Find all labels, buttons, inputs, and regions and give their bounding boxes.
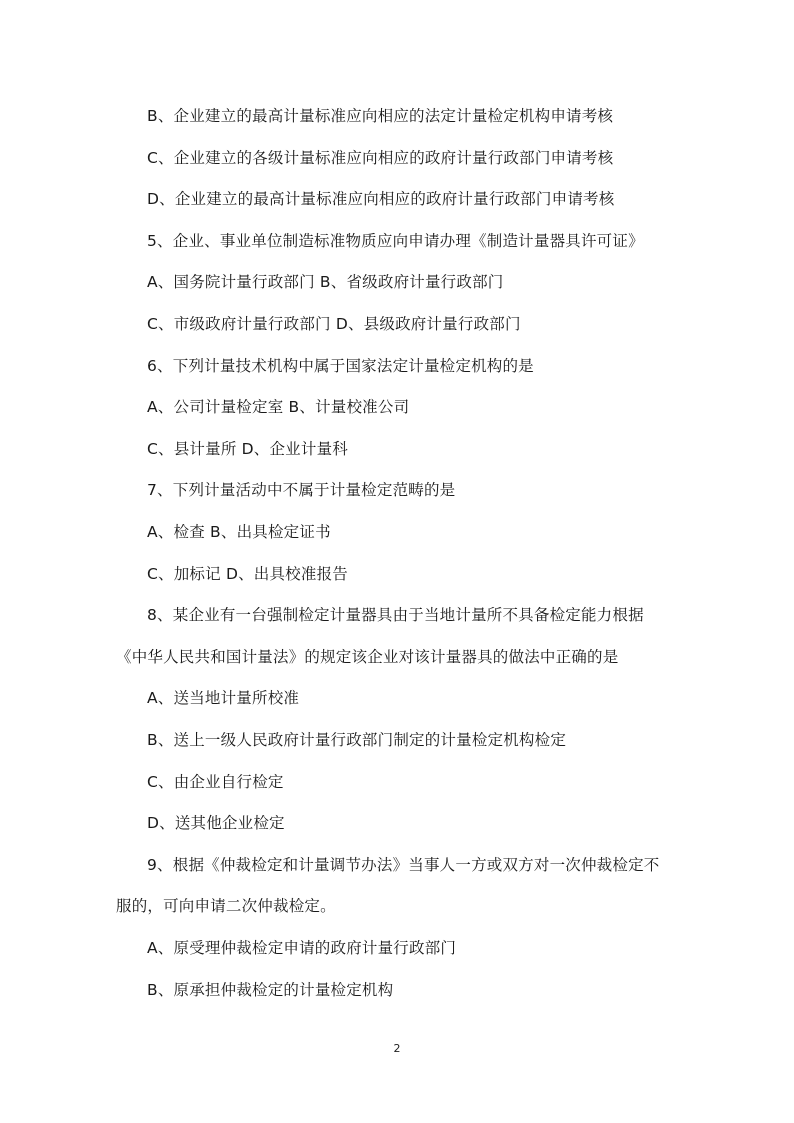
- option-line: C、加标记 D、出具校准报告: [147, 565, 348, 583]
- option-line: D、企业建立的最高计量标准应向相应的政府计量行政部门申请考核: [147, 190, 615, 208]
- option-line: C、市级政府计量行政部门 D、县级政府计量行政部门: [147, 315, 521, 333]
- question-line: 7、下列计量活动中不属于计量检定范畴的是: [147, 481, 456, 499]
- question-line-continued: 《中华人民共和国计量法》的规定该企业对该计量器具的做法中正确的是: [116, 648, 619, 666]
- question-line-continued: 服的，可向申请二次仲裁检定。: [116, 897, 336, 915]
- option-line: B、企业建立的最高计量标准应向相应的法定计量检定机构申请考核: [147, 107, 614, 125]
- question-line: 5、企业、事业单位制造标准物质应向申请办理《制造计量器具许可证》: [147, 232, 644, 250]
- option-line: C、企业建立的各级计量标准应向相应的政府计量行政部门申请考核: [147, 149, 614, 167]
- question-line: 6、下列计量技术机构中属于国家法定计量检定机构的是: [147, 357, 534, 375]
- option-line: B、原承担仲裁检定的计量检定机构: [147, 981, 394, 999]
- question-line: 9、根据《仲裁检定和计量调节办法》当事人一方或双方对一次仲裁检定不: [147, 856, 660, 874]
- option-line: B、送上一级人民政府计量行政部门制定的计量检定机构检定: [147, 731, 567, 749]
- option-line: A、送当地计量所校准: [147, 689, 300, 707]
- question-line: 8、某企业有一台强制检定计量器具由于当地计量所不具备检定能力根据: [147, 606, 644, 624]
- option-line: A、原受理仲裁检定申请的政府计量行政部门: [147, 939, 457, 957]
- option-line: A、国务院计量行政部门 B、省级政府计量行政部门: [147, 273, 504, 291]
- option-line: C、由企业自行检定: [147, 773, 284, 791]
- option-line: A、检查 B、出具检定证书: [147, 523, 331, 541]
- option-line: D、送其他企业检定: [147, 814, 285, 832]
- page-number: 2: [393, 1042, 401, 1055]
- option-line: C、县计量所 D、企业计量科: [147, 440, 348, 458]
- option-line: A、公司计量检定室 B、计量校准公司: [147, 398, 410, 416]
